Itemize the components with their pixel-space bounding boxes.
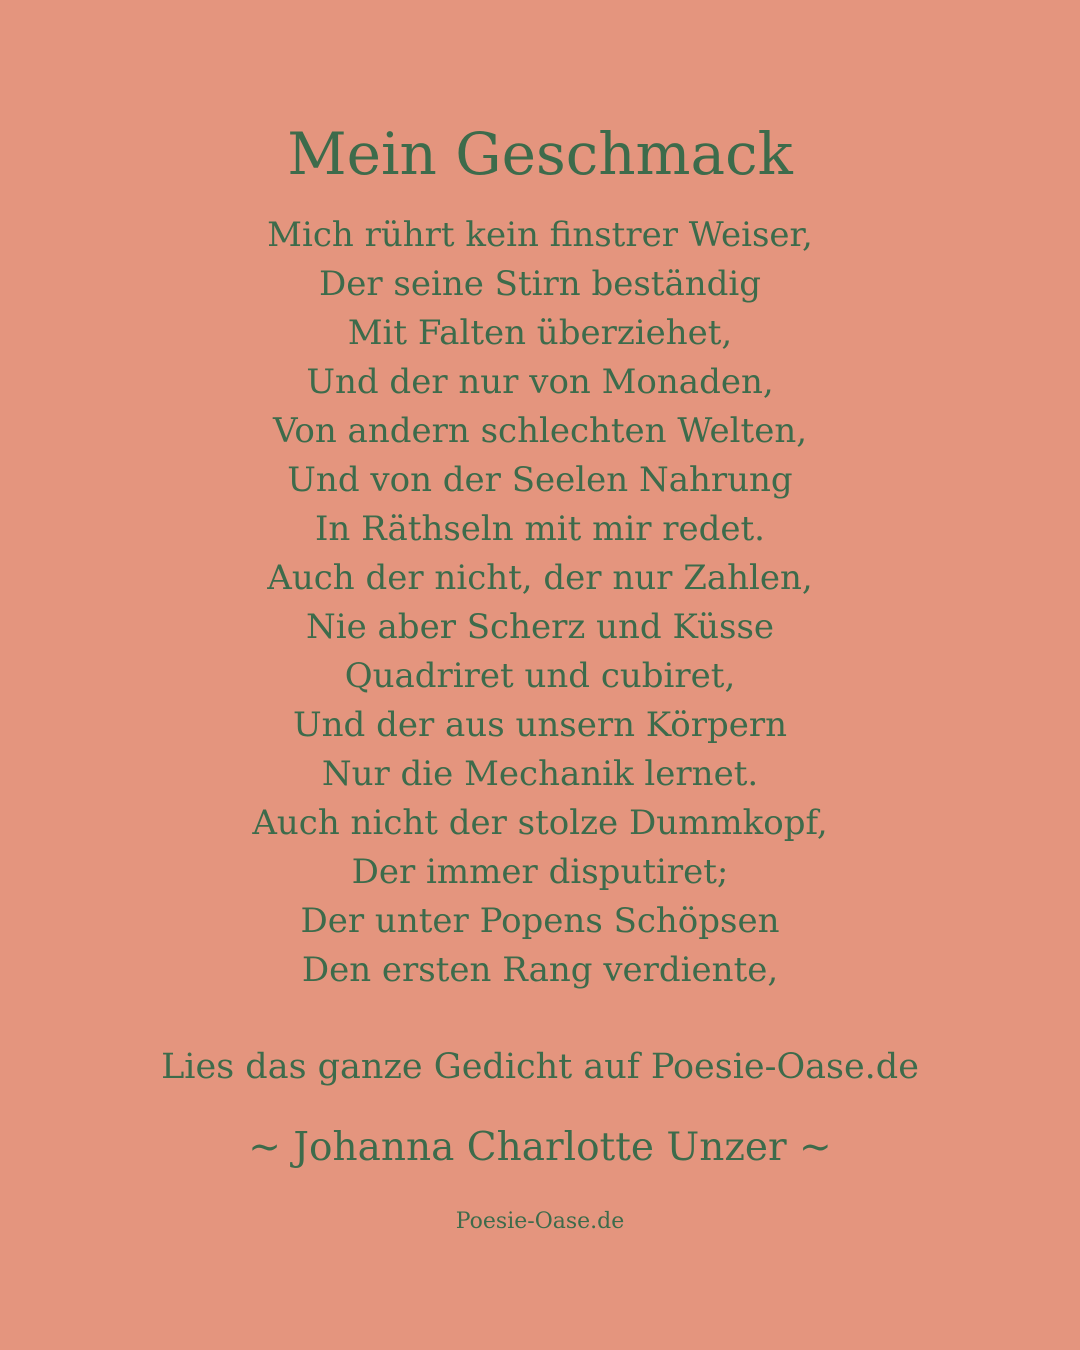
site-watermark: Poesie-Oase.de: [455, 1209, 625, 1234]
poem-line: Und von der Seelen Nahrung: [287, 460, 793, 500]
poem-line: Den ersten Rang verdiente,: [301, 950, 779, 990]
poem-line: Quadriret und cubiret,: [344, 656, 736, 696]
poem-line: In Räthseln mit mir redet.: [315, 509, 765, 549]
read-full-poem-text: Lies das ganze Gedicht auf Poesie-Oase.de: [161, 1047, 919, 1087]
poem-line: Auch der nicht, der nur Zahlen,: [267, 558, 813, 598]
poem-title: Mein Geschmack: [287, 120, 793, 188]
poem-line: Der immer disputiret;: [351, 852, 729, 892]
poem-line: Nur die Mechanik lernet.: [321, 754, 759, 794]
poem-line: Der seine Stirn beständig: [318, 264, 762, 304]
poem-line: Von andern schlechten Welten,: [272, 411, 808, 451]
poem-line: Mit Falten überziehet,: [347, 313, 733, 353]
poem-line: Auch nicht der stolze Dummkopf,: [252, 803, 828, 843]
poem-line: Der unter Popens Schöpsen: [300, 901, 780, 941]
poem-line: Und der nur von Monaden,: [306, 362, 774, 402]
poem-author: ~ Johanna Charlotte Unzer ~: [248, 1125, 832, 1170]
poem-body: [0, 211, 1080, 995]
poem-line: Und der aus unsern Körpern: [292, 705, 788, 745]
poem-line: Mich rührt kein finstrer Weiser,: [267, 215, 813, 255]
poem-line: Nie aber Scherz und Küsse: [305, 607, 775, 647]
